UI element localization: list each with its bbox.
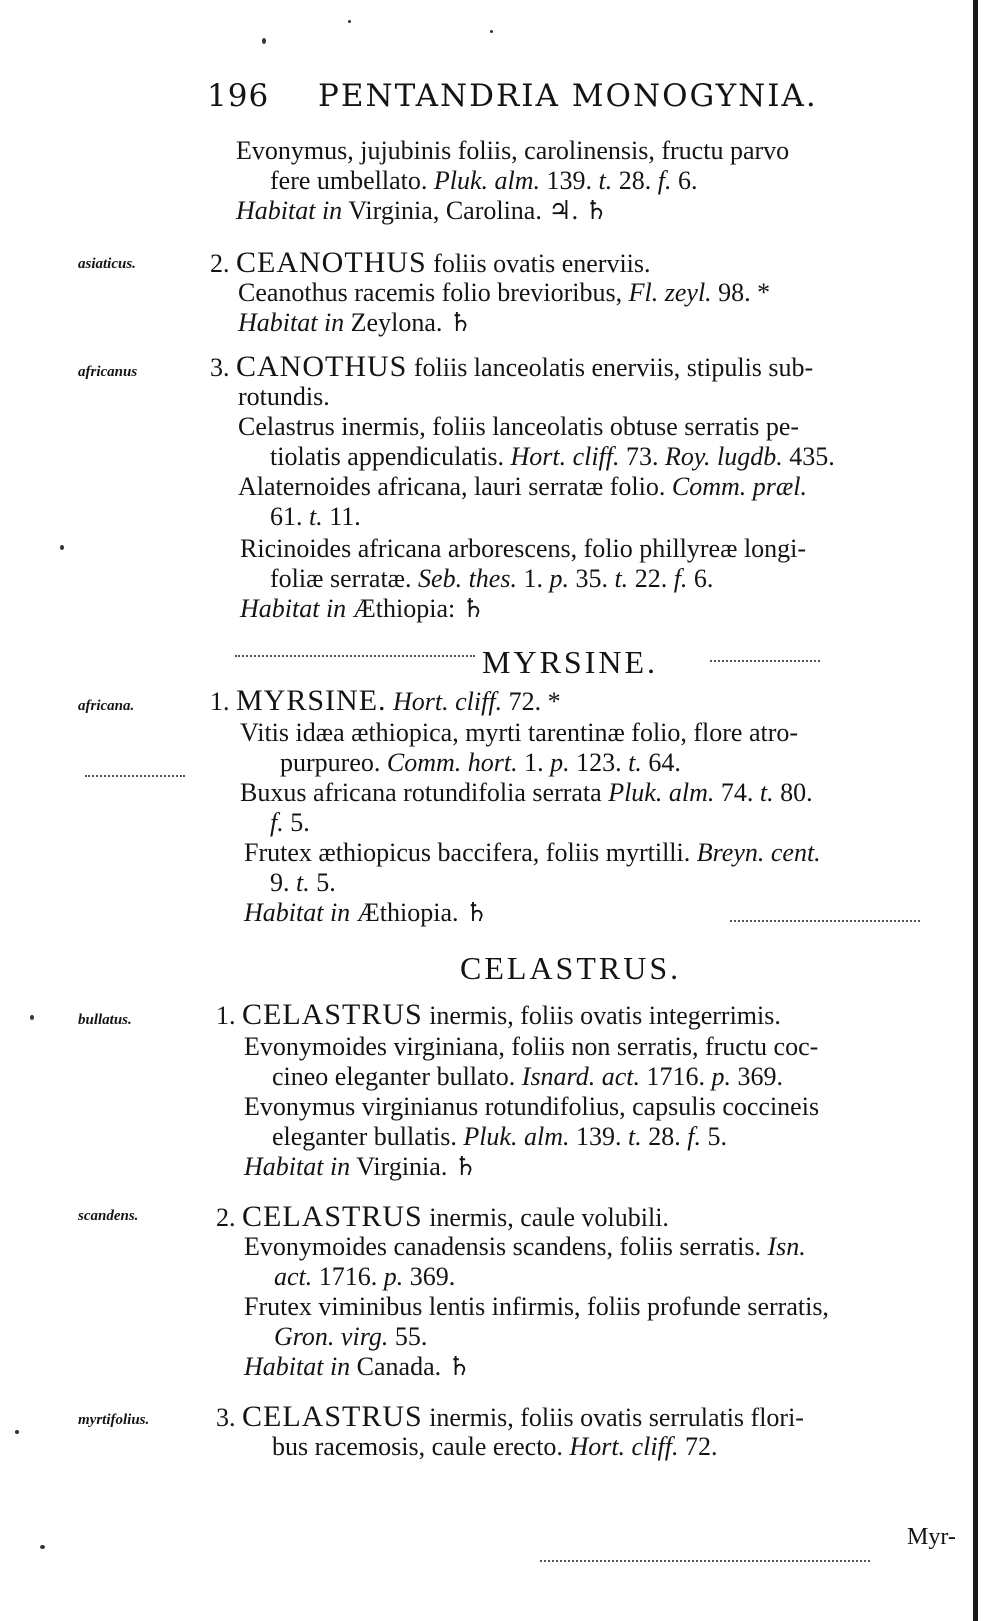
habitat-line: Habitat in Æthiopia: ♄ (240, 594, 486, 623)
species-side-label: asiaticus. (78, 256, 136, 272)
synonym-line: tiolatis appendiculatis. Hort. cliff. 73. Roy. lugdb. 435. (270, 442, 835, 471)
species-entry-head: 1. MYRSINE. Hort. cliff. 72. * (210, 684, 561, 717)
text-line: bus racemosis, caule erecto. Hort. cliff. 72. (272, 1432, 718, 1461)
page-number: 196 (207, 78, 270, 114)
ink-speck (60, 545, 64, 550)
synonym-line: Evonymoides virginiana, foliis non serratis, fructu coc- (244, 1032, 819, 1061)
species-entry-head: 3. CELASTRUS inermis, foliis ovatis serrulatis flori- (216, 1400, 804, 1433)
synonym-line: foliæ serratæ. Seb. thes. 1. p. 35. t. 22. f. 6. (270, 564, 714, 593)
synonym-line: Evonymus virginianus rotundifolius, capsulis coccineis (244, 1092, 820, 1121)
synonym-line: Alaternoides africana, lauri serratæ folio. Comm. præl. (238, 472, 807, 501)
species-side-label: africanus (78, 364, 138, 380)
species-side-label: bullatus. (78, 1012, 132, 1028)
ink-speck (40, 1545, 45, 1549)
print-smudge (85, 775, 185, 777)
synonym-line: 9. t. 5. (270, 868, 336, 897)
text-line: fere umbellato. Pluk. alm. 139. t. 28. f. 6. (270, 166, 698, 195)
synonym-line: Frutex viminibus lentis infirmis, foliis profunde serratis, (244, 1292, 829, 1321)
synonym-line: Frutex æthiopicus baccifera, foliis myrtilli. Breyn. cent. (244, 838, 821, 867)
ink-speck (262, 38, 266, 44)
catchword: Myr- (907, 1524, 956, 1550)
species-side-label: myrtifolius. (78, 1412, 150, 1428)
print-smudge (235, 655, 475, 657)
habitat-line: Habitat in Canada. ♄ (244, 1352, 471, 1381)
habitat-line: Habitat in Virginia, Carolina. ♃. ♄ (236, 196, 608, 225)
print-smudge (540, 1560, 870, 1562)
synonym-line: f. 5. (270, 808, 310, 837)
running-title: PENTANDRIA MONOGYNIA. (318, 78, 818, 114)
synonym-line: Celastrus inermis, foliis lanceolatis obtuse serratis pe- (238, 412, 800, 441)
habitat-line: Habitat in Virginia. ♄ (244, 1152, 478, 1181)
page-edge-shadow (973, 0, 978, 1621)
print-smudge (730, 920, 920, 922)
synonym-line: purpureo. Comm. hort. 1. p. 123. t. 64. (280, 748, 681, 777)
synonym-line: Buxus africana rotundifolia serrata Pluk. alm. 74. t. 80. (240, 778, 813, 807)
synonym-line: Vitis idæa æthiopica, myrti tarentinæ folio, flore atro- (240, 718, 799, 747)
species-side-label: scandens. (78, 1208, 139, 1224)
species-entry-head: 2. CELASTRUS inermis, caule volubili. (216, 1200, 669, 1233)
synonym-line: Evonymoides canadensis scandens, foliis serratis. Isn. (244, 1232, 806, 1261)
species-entry-head: 2. CEANOTHUS foliis ovatis enerviis. (210, 246, 651, 279)
ink-speck (348, 20, 351, 23)
synonym-line: eleganter bullatis. Pluk. alm. 139. t. 28. f. 5. (272, 1122, 727, 1151)
ink-speck (15, 1430, 19, 1434)
text-line: rotundis. (238, 382, 330, 411)
habitat-line: Habitat in Zeylona. ♄ (238, 308, 473, 337)
synonym-line: Gron. virg. 55. (274, 1322, 428, 1351)
print-smudge (710, 660, 820, 662)
genus-heading: MYRSINE. (482, 644, 659, 680)
ink-speck (490, 30, 493, 33)
synonym-line: Ricinoides africana arborescens, folio phillyreæ longi- (240, 534, 807, 563)
text-line: Evonymus, jujubinis foliis, carolinensis, fructu parvo (236, 136, 790, 165)
habitat-line: Habitat in Æthiopia. ♄ (244, 898, 489, 927)
species-side-label: africana. (78, 698, 135, 714)
synonym-line: 61. t. 11. (270, 502, 361, 531)
synonym-line: cineo eleganter bullato. Isnard. act. 1716. p. 369. (272, 1062, 783, 1091)
ink-speck (30, 1015, 34, 1020)
genus-heading: CELASTRUS. (460, 950, 682, 986)
synonym-line: Ceanothus racemis folio brevioribus, Fl. zeyl. 98. * (238, 278, 771, 307)
species-entry-head: 3. CANOTHUS foliis lanceolatis enerviis, stipulis sub- (210, 350, 814, 383)
species-entry-head: 1. CELASTRUS inermis, foliis ovatis integerrimis. (216, 998, 781, 1031)
synonym-line: act. 1716. p. 369. (274, 1262, 456, 1291)
